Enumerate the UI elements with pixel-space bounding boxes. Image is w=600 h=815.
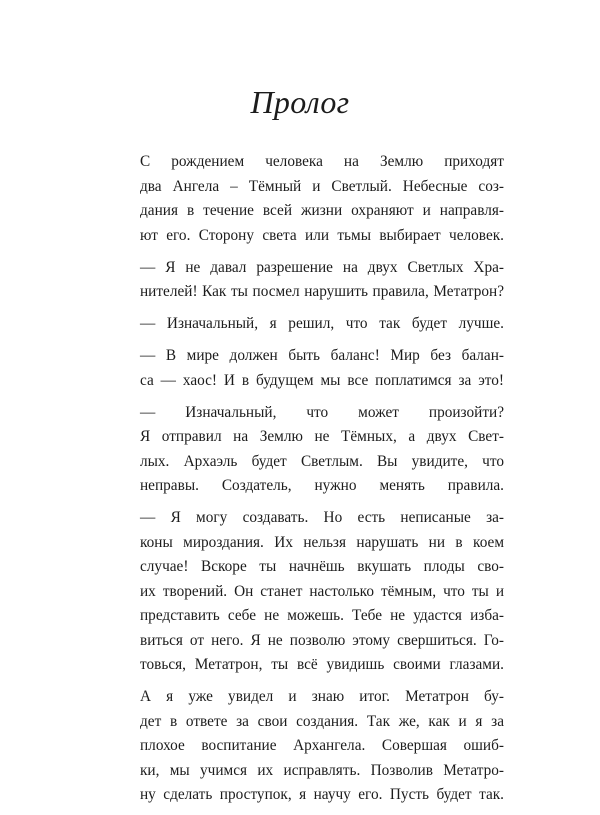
text-line: — Я не давал разрешение на двух Светлых Хра- — [140, 258, 504, 276]
text-line: — Изначальный, что может произойти? — [140, 403, 504, 421]
paragraph-6 — [110, 506, 504, 678]
text-line: ну сделать проступок, я научу его. Пусть будет так. — [140, 786, 504, 803]
chapter-title: Пролог — [250, 84, 350, 120]
text-line: С рождением человека на Землю приходят — [140, 153, 504, 170]
chapter-body — [110, 150, 504, 815]
text-line: нителей! Как ты посмел нарушить правила, Метатрон? — [140, 283, 504, 300]
paragraph-2 — [110, 256, 504, 305]
text-line: лых. Архаэль будет Светлым. Вы увидите, что — [140, 452, 504, 470]
text-line: неправы. Создатель, нужно менять правила. — [140, 477, 504, 494]
text-line: их творений. Он станет настолько тёмным, что ты и — [140, 582, 504, 600]
text-line: товься, Метатрон, ты всё увидишь своими глазами. — [140, 656, 504, 673]
paragraph-1 — [110, 150, 504, 248]
text-line: — Я могу создавать. Но есть неписаные за- — [140, 509, 504, 526]
text-line: дания в течение всей жизни охраняют и направля- — [140, 202, 504, 219]
text-line: — В мире должен быть баланс! Мир без балан- — [140, 347, 504, 364]
text-line: ки, мы учимся их исправлять. Позволив Метатро- — [140, 761, 504, 779]
paragraph-3 — [110, 312, 504, 337]
text-line: са — хаос! И в будущем мы все поплатимся за это! — [140, 371, 504, 389]
text-line: дет в ответе за свои создания. Так же, как и я за — [140, 712, 504, 730]
paragraph-4 — [110, 344, 504, 393]
text-line: Я отправил на Землю не Тёмных, а двух Свет- — [140, 428, 504, 445]
paragraph-5 — [110, 401, 504, 499]
text-line: два Ангела – Тёмный и Светлый. Небесные соз- — [140, 177, 504, 195]
text-line: случае! Вскоре ты начнёшь вкушать плоды сво- — [140, 558, 504, 575]
text-line: А я уже увидел и знаю итог. Метатрон бу- — [140, 688, 504, 705]
text-line: коны мироздания. Их нельзя нарушать ни в коем — [140, 533, 504, 551]
text-line: плохое воспитание Архангела. Совершая ошиб- — [140, 737, 504, 754]
text-line: — Изначальный, я решил, что так будет лучше. — [140, 315, 504, 332]
text-line: виться от него. Я не позволю этому свершиться. Го- — [140, 631, 504, 649]
text-line: представить себе не можешь. Тебе не удастся изба- — [140, 607, 504, 624]
paragraph-7 — [110, 685, 504, 808]
text-line: ют его. Сторону света или тьмы выбирает человек. — [140, 226, 504, 244]
